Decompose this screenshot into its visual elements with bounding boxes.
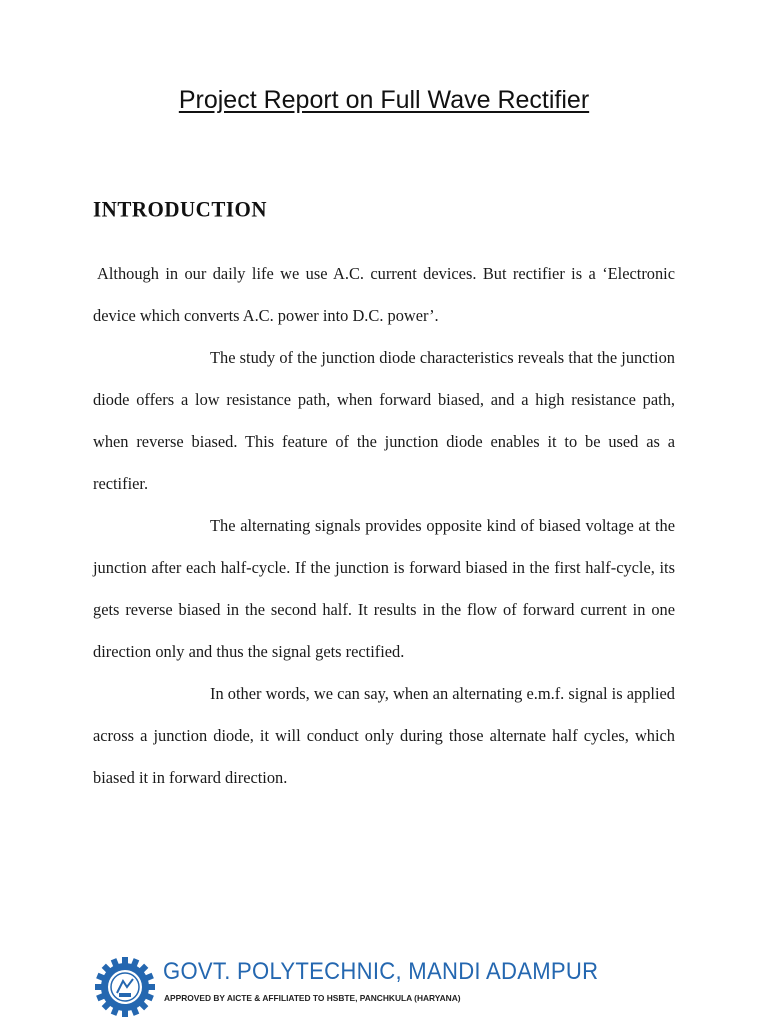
paragraph: Although in our daily life we use A.C. current devices. But rectifier is a ‘Electronic device which converts A.C. power into D.C. power’. <box>93 264 675 325</box>
page-title: Project Report on Full Wave Rectifier <box>178 86 590 114</box>
paragraph: The alternating signals provides opposite kind of biased voltage at the junction after each half-cycle. If the junction is forward biased in the first half-cycle, its gets reverse biased in the second half. It results in the flow of forward current in one direction only and thus the signal gets rectified. <box>93 516 675 661</box>
footer-banner <box>93 955 653 1025</box>
institution-name: GOVT. POLYTECHNIC, MANDI ADAMPUR <box>163 958 599 985</box>
paragraph: In other words, we can say, when an alternating e.m.f. signal is applied across a junction diode, it will conduct only during those alternate half cycles, which biased it in forward direction. <box>93 684 675 787</box>
section-heading: INTRODUCTION <box>93 196 268 222</box>
paragraph: The study of the junction diode characteristics reveals that the junction diode offers a low resistance path, when forward biased, and a high resistance path, when reverse biased. This feature of the junction diode enables it to be used as a rectifier. <box>93 348 675 493</box>
institution-affiliation: APPROVED BY AICTE & AFFILIATED TO HSBTE, PANCHKULA (HARYANA) <box>164 993 461 1003</box>
gear-seal-icon <box>93 955 157 1019</box>
body-text <box>93 253 675 799</box>
